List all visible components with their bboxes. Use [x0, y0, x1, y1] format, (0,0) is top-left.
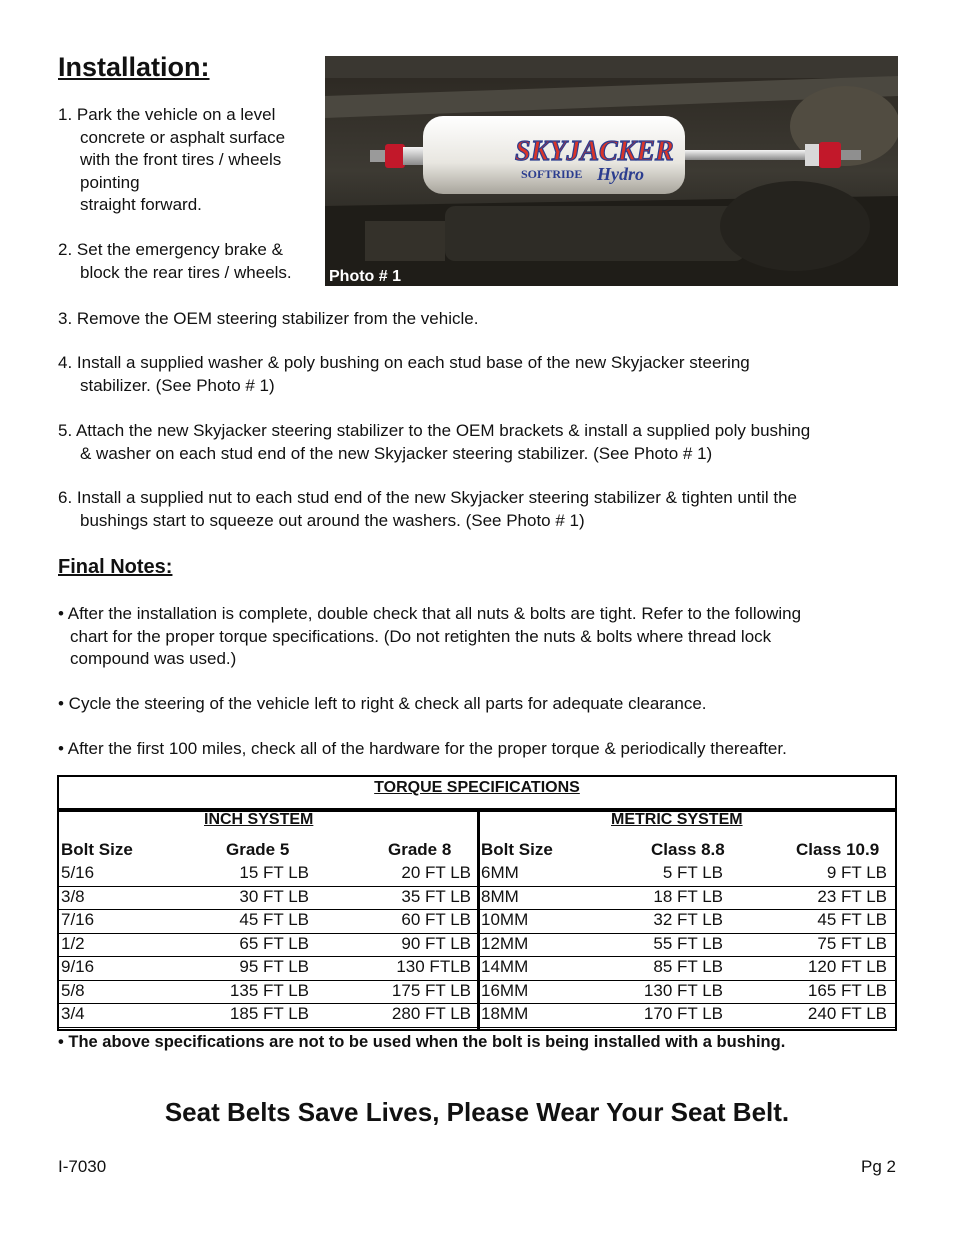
inch-cell-grade5: 185 FT LB: [229, 1004, 309, 1023]
metric-table-row: [480, 1003, 895, 1028]
metric-col-class88: Class 8.8: [651, 840, 725, 859]
step-4: [58, 352, 750, 397]
inch-cell-grade5: 65 FT LB: [239, 933, 309, 953]
inch-table-row: [59, 862, 477, 887]
inch-table-row: [59, 980, 477, 1005]
metric-cell-class109: 240 FT LB: [807, 1004, 887, 1023]
product-logo-text: SOFTRIDE: [521, 167, 583, 181]
step-3: [58, 308, 478, 331]
metric-cell-class109: 120 FT LB: [807, 957, 887, 976]
inch-col-grade5: Grade 5: [226, 840, 290, 859]
stabilizer-photo: [325, 56, 898, 286]
page-title: Installation:: [58, 52, 210, 82]
inch-col-grade8: Grade 8: [388, 840, 452, 859]
step-line: 4. Install a supplied washer & poly bushing on each stud base of the new Skyjacker steering: [58, 353, 750, 372]
step-line: & washer on each stud end of the new Skyjacker steering stabilizer. (See Photo # 1): [80, 443, 713, 463]
inch-cell-bolt-size: 5/8: [61, 980, 85, 1000]
metric-table-row: [480, 909, 895, 934]
metric-table-row: [480, 933, 895, 958]
torque-table-title-text: TORQUE SPECIFICATIONS: [374, 779, 580, 796]
metric-cell-class109: 75 FT LB: [817, 933, 887, 953]
step-line: straight forward.: [80, 195, 202, 214]
metric-table-row: [480, 886, 895, 911]
metric-system-label: METRIC SYSTEM: [611, 811, 743, 828]
inch-cell-grade8: 90 FT LB: [401, 933, 471, 953]
inch-cell-grade8: 35 FT LB: [401, 886, 471, 906]
note-line: chart for the proper torque specifications. (Do not retighten the nuts & bolts where thread lock: [70, 626, 772, 646]
metric-cell-bolt-size: 6MM: [481, 863, 519, 882]
metric-cell-bolt-size: 8MM: [481, 886, 519, 906]
step-line: block the rear tires / wheels.: [80, 262, 292, 282]
torque-table: [57, 775, 897, 1031]
inch-cell-grade5: 30 FT LB: [239, 886, 309, 906]
note-2: [58, 693, 707, 716]
torque-table-title: [59, 777, 895, 812]
inch-cell-bolt-size: 3/8: [61, 886, 85, 906]
inch-cell-grade8: 280 FT LB: [391, 1004, 471, 1023]
inch-cell-bolt-size: 7/16: [61, 910, 95, 929]
metric-table-row: [480, 980, 895, 1005]
metric-cell-bolt-size: 18MM: [481, 1004, 529, 1023]
metric-cell-class109: 23 FT LB: [817, 886, 887, 906]
note-1: [58, 603, 801, 671]
inch-cell-grade5: 45 FT LB: [239, 910, 309, 929]
step-line: pointing: [80, 172, 140, 192]
note-line: compound was used.): [70, 649, 237, 668]
step-line: 6. Install a supplied nut to each stud end of the new Skyjacker steering stabilizer & tighten until the: [58, 488, 797, 507]
metric-table-row: [480, 862, 895, 887]
step-line: 5. Attach the new Skyjacker steering stabilizer to the OEM brackets & install a supplied poly bushing: [58, 421, 811, 440]
metric-cell-bolt-size: 16MM: [481, 980, 529, 1000]
note-3: [58, 738, 787, 761]
product-script-text: Hydro: [597, 164, 644, 184]
inch-cell-grade8: 130 FTLB: [396, 957, 471, 976]
step-line: 2. Set the emergency brake &: [58, 240, 283, 259]
inch-cell-bolt-size: 9/16: [61, 957, 95, 976]
inch-cell-grade5: 135 FT LB: [229, 980, 309, 1000]
inch-cell-bolt-size: 5/16: [61, 863, 95, 882]
inch-cell-grade8: 20 FT LB: [401, 863, 471, 882]
note-line: • Cycle the steering of the vehicle left to right & check all parts for adequate clearance.: [58, 694, 707, 713]
page-number: Pg 2: [861, 1157, 896, 1176]
step-6: [58, 487, 797, 532]
inch-cell-grade8: 60 FT LB: [401, 910, 471, 929]
step-line: stabilizer. (See Photo # 1): [80, 375, 275, 395]
final-notes-heading: Final Notes:: [58, 556, 173, 578]
step-1: [58, 104, 323, 217]
step-line: 3. Remove the OEM steering stabilizer from the vehicle.: [58, 309, 479, 328]
inch-table-row: [59, 909, 477, 934]
inch-cell-bolt-size: 1/2: [61, 933, 85, 953]
metric-cell-class88: 170 FT LB: [643, 1004, 723, 1023]
inch-system-label: INCH SYSTEM: [204, 811, 314, 828]
metric-cell-class109: 165 FT LB: [807, 980, 887, 1000]
step-2: [58, 239, 323, 284]
metric-cell-class88: 85 FT LB: [653, 957, 723, 976]
note-line: • After the installation is complete, double check that all nuts & bolts are tight. Refer to the following: [58, 604, 802, 623]
inch-cell-grade5: 15 FT LB: [239, 863, 309, 882]
inch-cell-grade8: 175 FT LB: [391, 980, 471, 1000]
inch-table-row: [59, 1003, 477, 1028]
metric-cell-class88: 55 FT LB: [653, 933, 723, 953]
stabilizer-illustration: [325, 56, 898, 286]
metric-cell-class109: 45 FT LB: [817, 910, 887, 929]
step-line: bushings start to squeeze out around the washers. (See Photo # 1): [80, 510, 585, 530]
inch-col-bolt-size: Bolt Size: [61, 840, 133, 859]
metric-cell-bolt-size: 14MM: [481, 957, 529, 976]
bushing-warning: • The above specifications are not to be used when the bolt is being installed with a bushing.: [58, 1033, 786, 1051]
inch-table-row: [59, 933, 477, 958]
metric-cell-class109: 9 FT LB: [826, 863, 887, 882]
metric-col-class109: Class 10.9: [796, 840, 880, 859]
step-line: 1. Park the vehicle on a level: [58, 105, 276, 124]
metric-cell-class88: 32 FT LB: [653, 910, 723, 929]
step-line: with the front tires / wheels: [80, 150, 282, 169]
document-id: I-7030: [58, 1157, 107, 1176]
metric-table-row: [480, 956, 895, 981]
step-line: concrete or asphalt surface: [80, 127, 286, 147]
metric-cell-bolt-size: 12MM: [481, 933, 529, 953]
metric-cell-class88: 18 FT LB: [653, 886, 723, 906]
note-line: • After the first 100 miles, check all of the hardware for the proper torque & periodically thereafter.: [58, 739, 787, 758]
metric-cell-class88: 130 FT LB: [643, 980, 723, 1000]
inch-table-row: [59, 886, 477, 911]
seat-belt-slogan: Seat Belts Save Lives, Please Wear Your Seat Belt.: [164, 1097, 790, 1127]
photo-caption: Photo # 1: [329, 268, 402, 285]
brand-logo-text: SKYJACKER: [515, 136, 674, 167]
inch-table-row: [59, 956, 477, 981]
metric-cell-bolt-size: 10MM: [481, 910, 529, 929]
inch-cell-grade5: 95 FT LB: [239, 957, 309, 976]
metric-cell-class88: 5 FT LB: [662, 863, 723, 882]
inch-cell-bolt-size: 3/4: [61, 1004, 85, 1023]
step-5: [58, 420, 810, 465]
metric-col-bolt-size: Bolt Size: [481, 840, 553, 859]
